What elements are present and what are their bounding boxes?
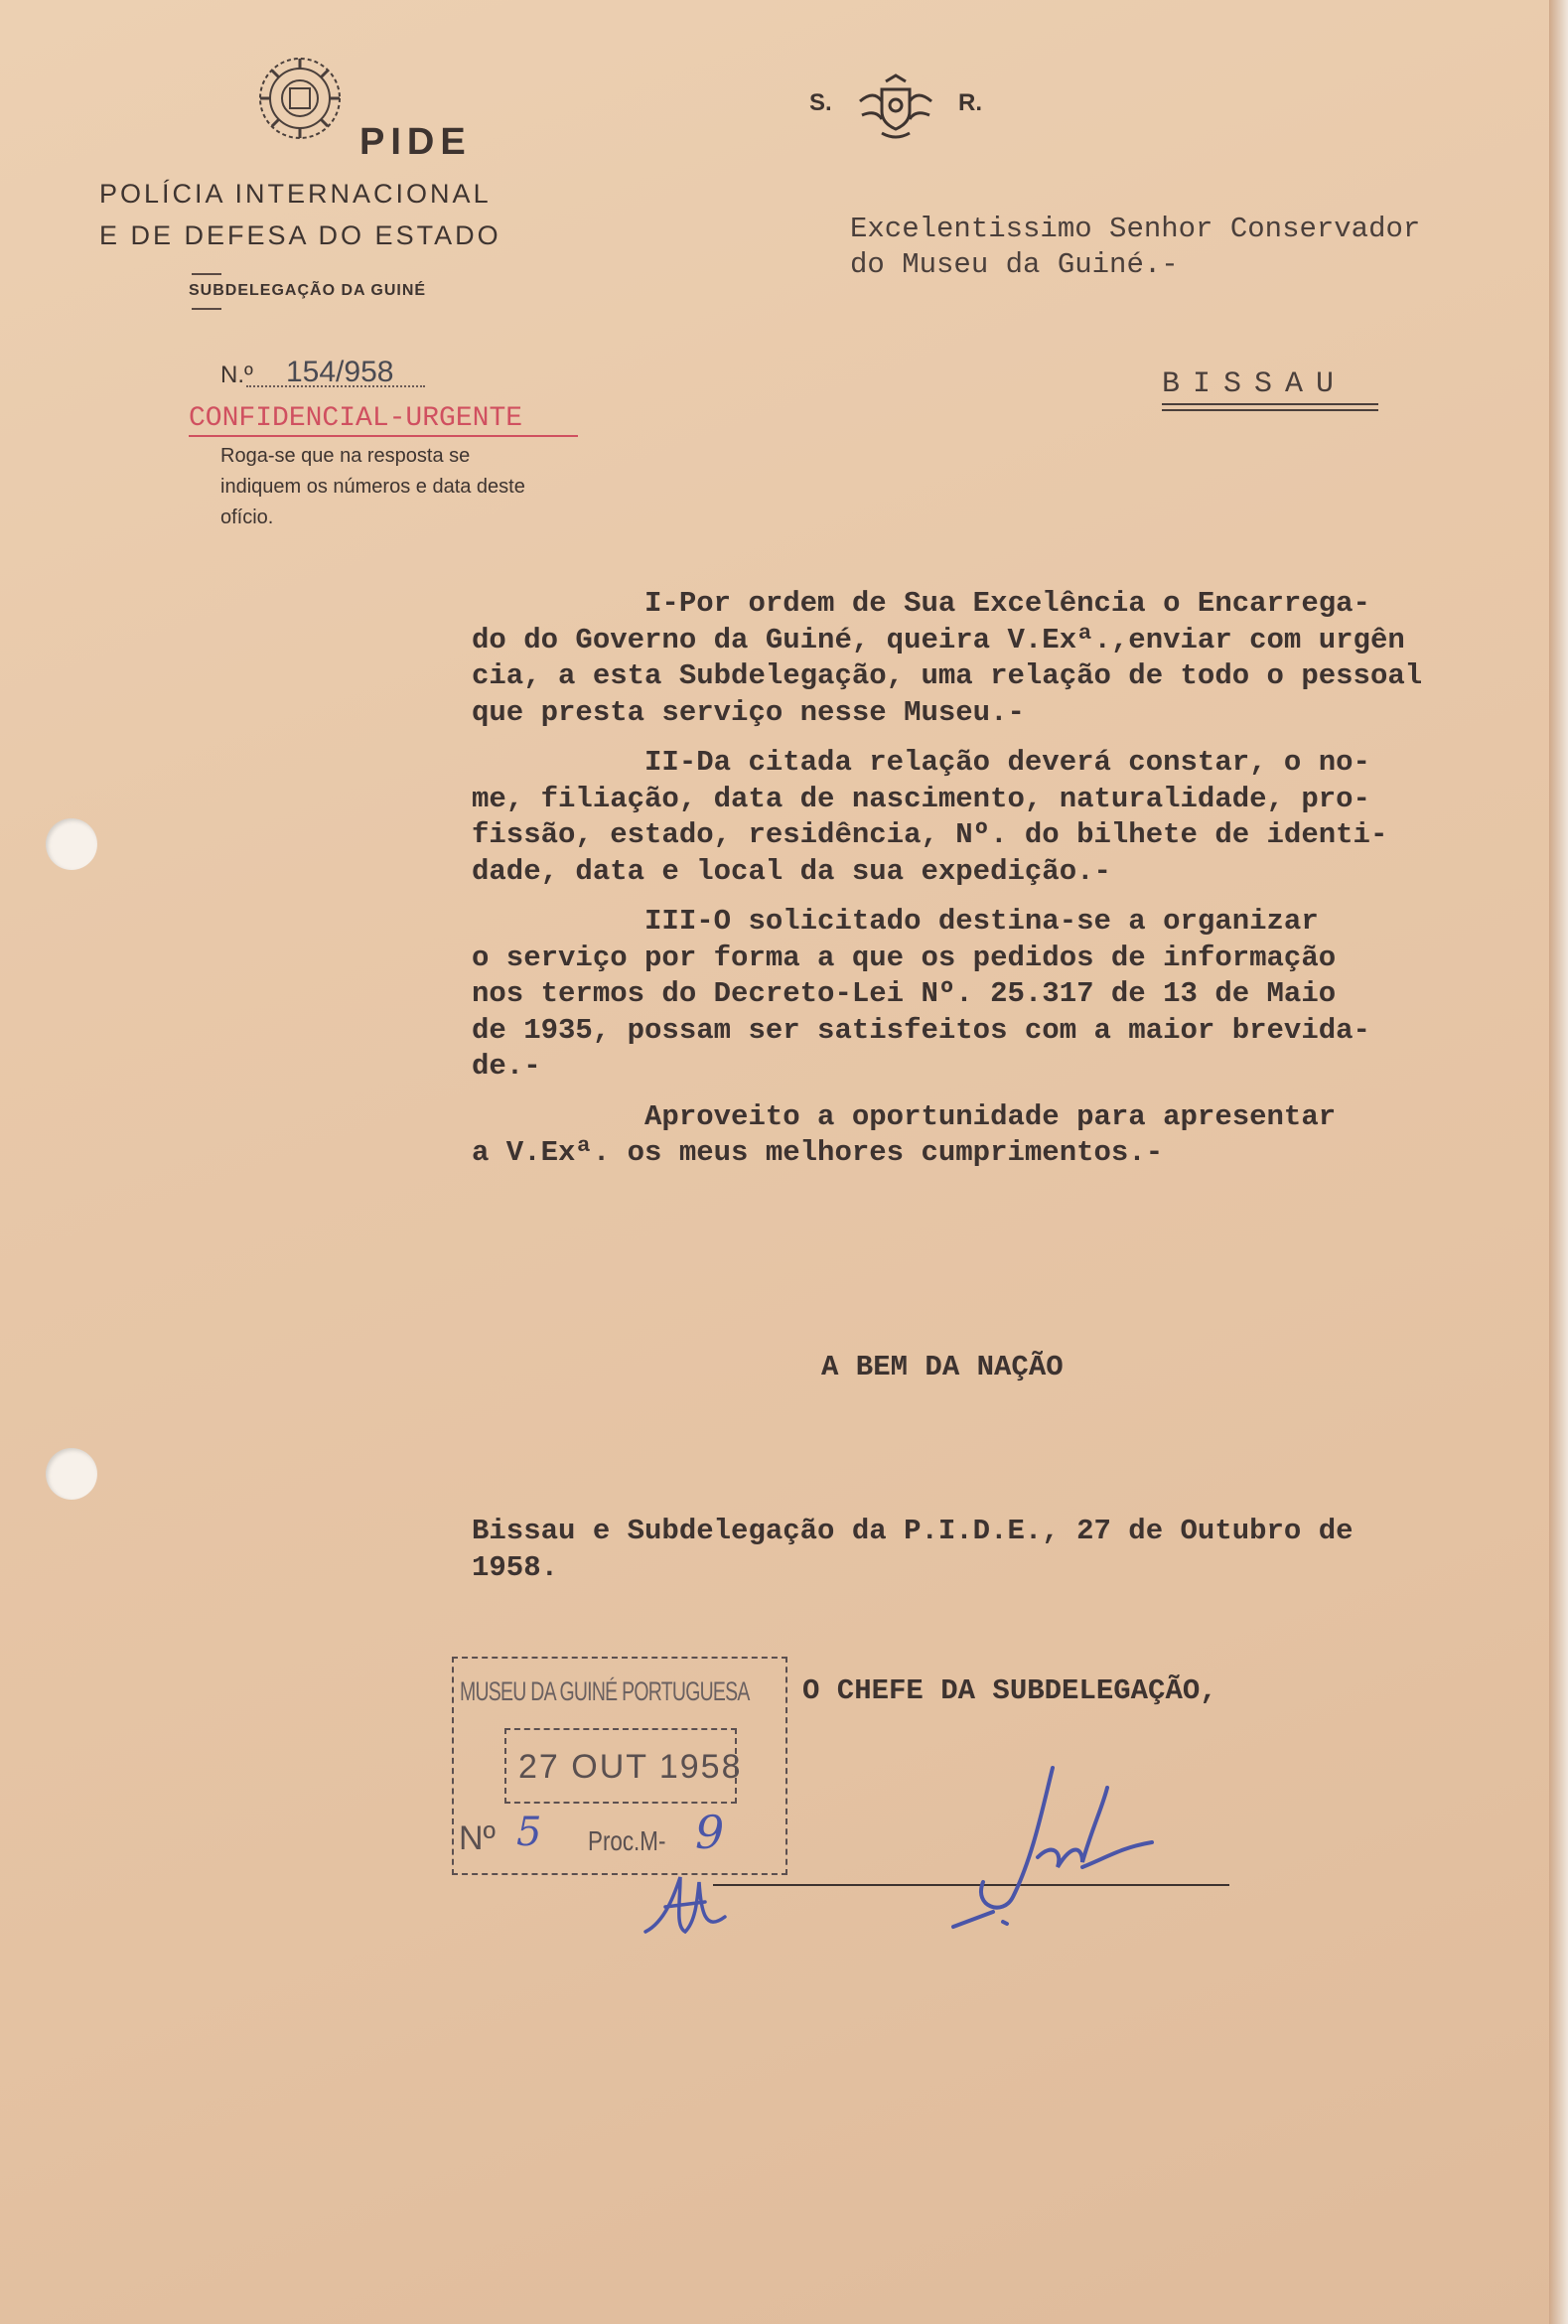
body-line: o serviço por forma a que os pedidos de informação [472,941,1337,974]
body-line: III-O solicitado destina-se a organizar [472,905,1319,938]
body-line: de.- [472,1050,541,1083]
body-paragraph [472,586,1564,731]
divider [192,273,221,275]
body-line: de 1935, possam ser satisfeitos com a maior brevida- [472,1013,1370,1047]
agency-name-line2: E DE DEFESA DO ESTADO [99,220,501,250]
stamp-number-label: Nº [459,1819,496,1857]
body-line: II-Da citada relação deverá constar, o no- [472,746,1370,779]
body-paragraph [472,1099,1564,1172]
body-line: do do Governo da Guiné, queira V.Exª.,enviar com urgên [472,623,1405,656]
reference-number-label: N.º [220,362,253,388]
handwritten-initials [636,1872,755,1952]
body-line: dade, data e local da sua expedição.- [472,854,1111,888]
stamp-process-value: 9 [695,1806,725,1859]
city-underline [1162,409,1378,411]
agency-name-line1: POLÍCIA INTERNACIONAL [99,179,492,209]
body-paragraph [472,904,1564,1086]
body-line: me, filiação, data de nascimento, naturalidade, pro- [472,782,1370,815]
punch-hole [46,818,97,870]
closing-formula: A BEM DA NAÇÃO [821,1351,1064,1383]
service-mark-left: S. [809,89,832,116]
body-line: que presta serviço nesse Museu.- [472,695,1025,729]
agency-abbreviation: PIDE [359,121,472,163]
letter-body [472,586,1564,1186]
body-line: Aproveito a oportunidade para apresentar [472,1099,1337,1133]
body-line: I-Por ordem de Sua Excelência o Encarrega- [472,587,1370,620]
crest-icon [256,55,344,142]
service-mark-right: R. [958,89,982,116]
body-line: a V.Exª. os meus melhores cumprimentos.- [472,1136,1164,1169]
reply-instructions: Roga-se que na resposta se indiquem os números e data deste ofício. [220,445,525,528]
stamp-date: 27 OUT 1958 [518,1748,743,1786]
dateline-line1: Bissau e Subdelegação da P.I.D.E., 27 de Outubro de [472,1515,1354,1547]
addressee-line1: Excelentissimo Senhor Conservador [850,213,1421,245]
stamp-number-value: 5 [516,1810,542,1855]
divider [192,308,221,310]
coat-of-arms-icon [852,72,939,143]
stamp-title: MUSEU DA GUINÉ PORTUGUESA [460,1676,750,1706]
signatory-title: O CHEFE DA SUBDELEGAÇÃO, [802,1674,1217,1707]
body-line: cia, a esta Subdelegação, uma relação de todo o pessoal [472,659,1423,692]
classification-underline [189,435,578,437]
handwritten-signature [933,1748,1172,1947]
addressee-city: BISSAU [1162,367,1348,401]
classification-stamp: CONFIDENCIAL-URGENTE [189,403,523,434]
dateline-line2: 1958. [472,1551,559,1584]
punch-hole [46,1448,97,1500]
city-underline [1162,403,1378,405]
reference-number-value: 154/958 [286,356,394,388]
body-line: fissão, estado, residência, Nº. do bilhete de identi- [472,818,1388,851]
addressee-line2: do Museu da Guiné.- [850,248,1179,281]
stamp-process-label: Proc.M- [588,1825,666,1856]
body-paragraph [472,745,1564,890]
subdelegation-name: SUBDELEGAÇÃO DA GUINÉ [189,282,427,299]
body-line: nos termos do Decreto-Lei Nº. 25.317 de 13 de Maio [472,977,1337,1010]
